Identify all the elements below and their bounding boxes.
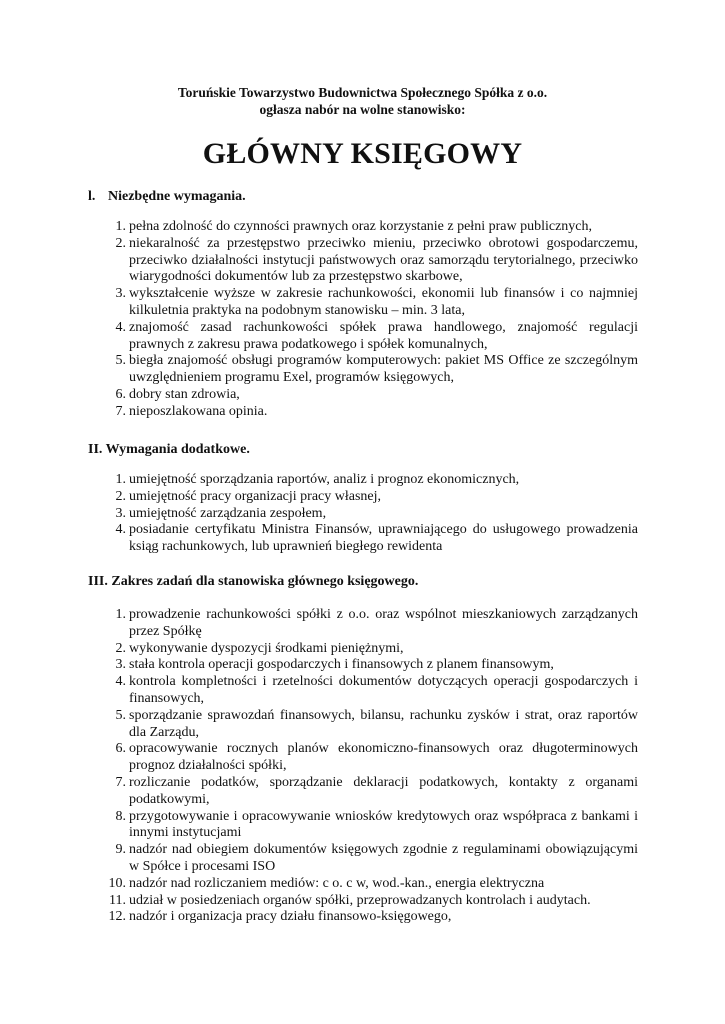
announcement-line: ogłasza nabór na wolne stanowisko:	[259, 102, 466, 117]
list-item	[0, 219, 725, 236]
job-title: GŁÓWNY KSIĘGOWY	[202, 137, 523, 170]
item-text: prowadzenie rachunkowości spółki z o.o. oraz wspólnot mieszkaniowych zarządzanych przez Spółkę	[129, 607, 638, 639]
list-item	[0, 657, 725, 674]
list-item	[0, 809, 725, 843]
item-text: pełna zdolność do czynności prawnych oraz korzystanie z pełni praw publicznych,	[129, 219, 592, 234]
item-text: posiadanie certyfikatu Ministra Finansów, uprawniającego do usługowego prowadzenia ksiąg rachunkowych, lub uprawnień biegłego rewidenta	[129, 522, 638, 555]
item-number: 2.	[115, 640, 126, 656]
item-number: 11.	[109, 892, 126, 908]
list-item	[0, 741, 725, 775]
item-text: wykształcenie wyższe w zakresie rachunkowości, ekonomii lub finansów i co najmniej kilkuletnia praktyka na podobnym stanowisku – min. 3 lata,	[129, 286, 638, 318]
item-text: niekaralność za przestępstwo przeciwko mieniu, przeciwko obrotowi gospodarczemu, przeciwko działalności instytucji państwowych oraz samorządu terytorialnego, przeciwko wiarygodności dokumentów lub za przestępstwo skarbowe,	[129, 235, 638, 285]
list-item	[0, 842, 725, 876]
item-text: stała kontrola operacji gospodarczych i finansowych z planem finansowym,	[129, 657, 554, 673]
section-heading-1	[88, 188, 648, 205]
item-number: 8.	[115, 808, 126, 824]
list-item	[0, 489, 725, 506]
item-number: 7.	[115, 403, 126, 419]
item-number: 4.	[115, 674, 126, 690]
list-item	[0, 893, 725, 910]
item-number: 12.	[108, 909, 126, 925]
section-1-list	[0, 219, 725, 421]
item-number: 5.	[115, 707, 126, 723]
item-number: 2.	[115, 488, 126, 504]
item-number: 3.	[115, 657, 126, 673]
section-title: Niezbędne wymagania.	[108, 189, 246, 204]
company-name: Toruńskie Towarzystwo Budownictwa Społecznego Spółka z o.o.	[177, 85, 548, 100]
item-text: umiejętność zarządzania zespołem,	[129, 505, 327, 521]
item-number: 7.	[115, 774, 126, 790]
section-heading-2	[88, 441, 648, 458]
item-number: 5.	[115, 353, 126, 369]
section-title: Wymagania dodatkowe.	[105, 442, 250, 457]
section-heading-3	[88, 573, 648, 590]
item-number: 1.	[115, 219, 126, 234]
item-text: nieposzlakowana opinia.	[129, 403, 268, 419]
list-item	[0, 320, 725, 354]
item-text: nadzór i organizacja pracy działu finansowo-księgowego,	[129, 909, 452, 925]
item-text: udział w posiedzeniach organów spółki, przeprowadzanych kontrolach i audytach.	[129, 892, 591, 908]
item-text: rozliczanie podatków, sporządzanie deklaracji podatkowych, kontakty z organami podatkowymi,	[129, 774, 638, 807]
list-item	[0, 522, 725, 556]
item-text: biegła znajomość obsługi programów komputerowych: pakiet MS Office ze szczególnym uwzględnieniem programu Exel, programów księgowych,	[129, 353, 638, 386]
item-text: znajomość zasad rachunkowości spółek prawa handlowego, znajomość regulacji prawnych z zakresu prawa podatkowego i spółek komunalnych,	[129, 319, 638, 352]
item-number: 4.	[115, 522, 126, 538]
item-number: 2.	[115, 235, 126, 251]
section-2-list	[0, 472, 725, 556]
list-item	[0, 236, 725, 286]
item-number: 1.	[115, 472, 126, 487]
item-number: 6.	[115, 386, 126, 402]
section-3-list	[0, 607, 725, 926]
item-text: sporządzanie sprawozdań finansowych, bilansu, rachunku zysków i strat, oraz raportów dla Zarządu,	[129, 707, 638, 740]
list-item	[0, 909, 725, 926]
item-number: 4.	[115, 319, 126, 335]
item-text: wykonywanie dyspozycji środkami pieniężnymi,	[129, 640, 404, 656]
list-item	[0, 641, 725, 658]
list-item	[0, 286, 725, 320]
item-text: nadzór nad rozliczaniem mediów: c o. c w, wod.-kan., energia elektryczna	[129, 875, 545, 891]
item-text: nadzór nad obiegiem dokumentów księgowych zgodnie z regulaminami obowiązującymi w Spółce i procesami ISO	[129, 842, 638, 874]
section-numeral: l.	[88, 189, 96, 204]
section-title: Zakres zadań dla stanowiska głównego księgowego.	[111, 574, 419, 589]
list-item	[0, 404, 725, 421]
section-numeral: II.	[88, 442, 103, 457]
list-item	[0, 607, 725, 641]
item-number: 9.	[115, 842, 126, 858]
item-number: 1.	[115, 607, 126, 622]
item-text: kontrola kompletności i rzetelności dokumentów dotyczących operacji gospodarczych i finansowych,	[129, 674, 638, 706]
list-item	[0, 674, 725, 708]
item-text: opracowywanie rocznych planów ekonomiczno-finansowych oraz długoterminowych prognoz działalności spółki,	[129, 741, 638, 774]
list-item	[0, 472, 725, 489]
item-text: dobry stan zdrowia,	[129, 386, 240, 402]
item-text: przygotowywanie i opracowywanie wniosków kredytowych oraz współpraca z bankami i innymi instytucjami	[129, 808, 638, 841]
item-number: 6.	[115, 741, 126, 757]
list-item	[0, 506, 725, 523]
item-number: 10.	[108, 875, 126, 891]
item-text: umiejętność pracy organizacji pracy własnej,	[129, 488, 382, 504]
item-number: 3.	[115, 505, 126, 521]
list-item	[0, 387, 725, 404]
list-item	[0, 708, 725, 742]
list-item	[0, 353, 725, 387]
section-numeral: III.	[88, 574, 108, 589]
list-item	[0, 876, 725, 893]
item-text: umiejętność sporządzania raportów, analiz i prognoz ekonomicznych,	[129, 472, 520, 487]
item-number: 3.	[115, 286, 126, 302]
list-item	[0, 775, 725, 809]
